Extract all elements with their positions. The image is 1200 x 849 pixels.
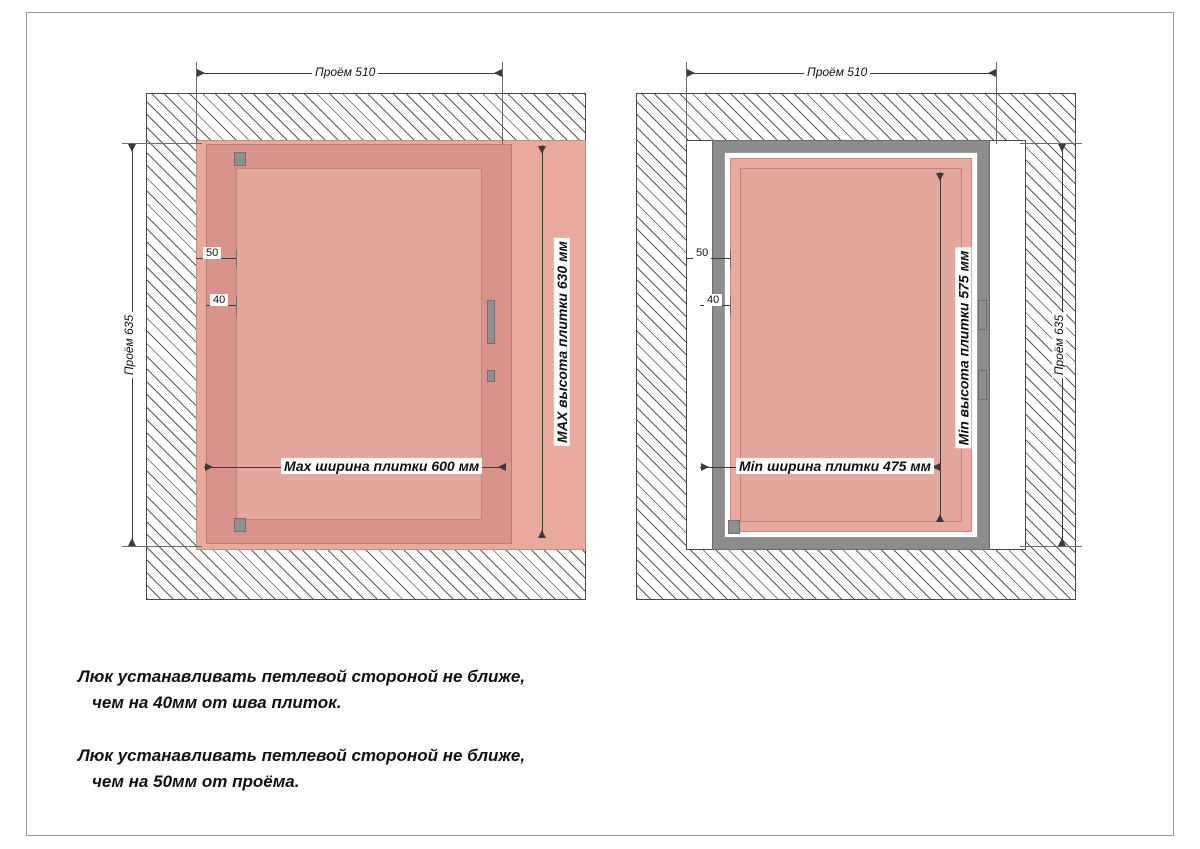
note-2 [78,743,778,796]
label-opening-height-left: Проём 635 [122,312,136,378]
ext-line-top-right-2 [996,62,997,144]
arrow-tile-height-left-bottom [538,530,546,538]
ext-line-50-right [730,250,731,268]
label-50-right: 50 [693,247,711,259]
arrow-tile-height-right-top [936,173,944,181]
label-tile-width-left: Мах ширина плитки 600 мм [281,458,482,474]
ext-line-left-bottom [122,546,202,547]
hinge-bottom-left [234,518,246,532]
arrow-tile-height-right-bottom [936,514,944,522]
ext-line-right-bottom [1020,546,1082,547]
note-1-line-1: Люк устанавливать петлевой стороной не ближе, [78,667,526,686]
hinge-top-left [234,152,246,166]
note-2-line-2: чем на 50мм от проёма. [92,772,300,792]
label-40-left: 40 [210,294,228,306]
label-opening-width-right: Проём 510 [804,65,870,79]
label-50-left: 50 [203,247,221,259]
ext-line-50-left [236,250,237,268]
note-2-line-1: Люк устанавливать петлевой стороной не ближе, [78,745,526,765]
notes-block [78,664,778,821]
label-tile-width-right: Min ширина плитки 475 мм [736,458,934,474]
arrow-opening-width-left-end [494,69,502,77]
arrow-opening-height-right-bottom [1058,538,1066,546]
ext-line-40-right [730,297,731,315]
note-1-line-2: чем на 40мм от шва плиток. [92,693,342,713]
arrow-opening-height-left-top [128,144,136,152]
latch-right-1 [978,300,987,330]
label-opening-width-left: Проём 510 [312,65,378,79]
arrow-tile-width-left-start [205,463,213,471]
latch-right-2 [978,370,987,400]
ext-line-right-top [1020,143,1082,144]
arrow-opening-width-right-start [687,69,695,77]
arrow-tile-width-left-end [498,463,506,471]
ext-line-40-left [236,297,237,315]
label-opening-height-right: Проём 635 [1052,312,1066,378]
arrow-tile-height-left-top [538,146,546,154]
label-tile-height-left: MAX высота плитки 630 мм [554,238,570,446]
dim-line-tile-height-right [940,172,941,522]
ext-line-top-left-2 [502,62,503,144]
arrow-opening-height-right-top [1058,144,1066,152]
latch-left [487,300,495,344]
arrow-opening-width-right-end [988,69,996,77]
label-40-right: 40 [704,294,722,306]
latch-small-left [487,370,495,382]
note-1 [78,664,778,717]
arrow-opening-width-left-start [197,69,205,77]
arrow-tile-width-right-start [701,463,709,471]
dim-line-tile-height-left [542,145,543,538]
arrow-opening-height-left-bottom [128,538,136,546]
hinge-bottom-right [728,520,740,534]
label-tile-height-right: Min высота плитки 575 мм [955,248,971,449]
